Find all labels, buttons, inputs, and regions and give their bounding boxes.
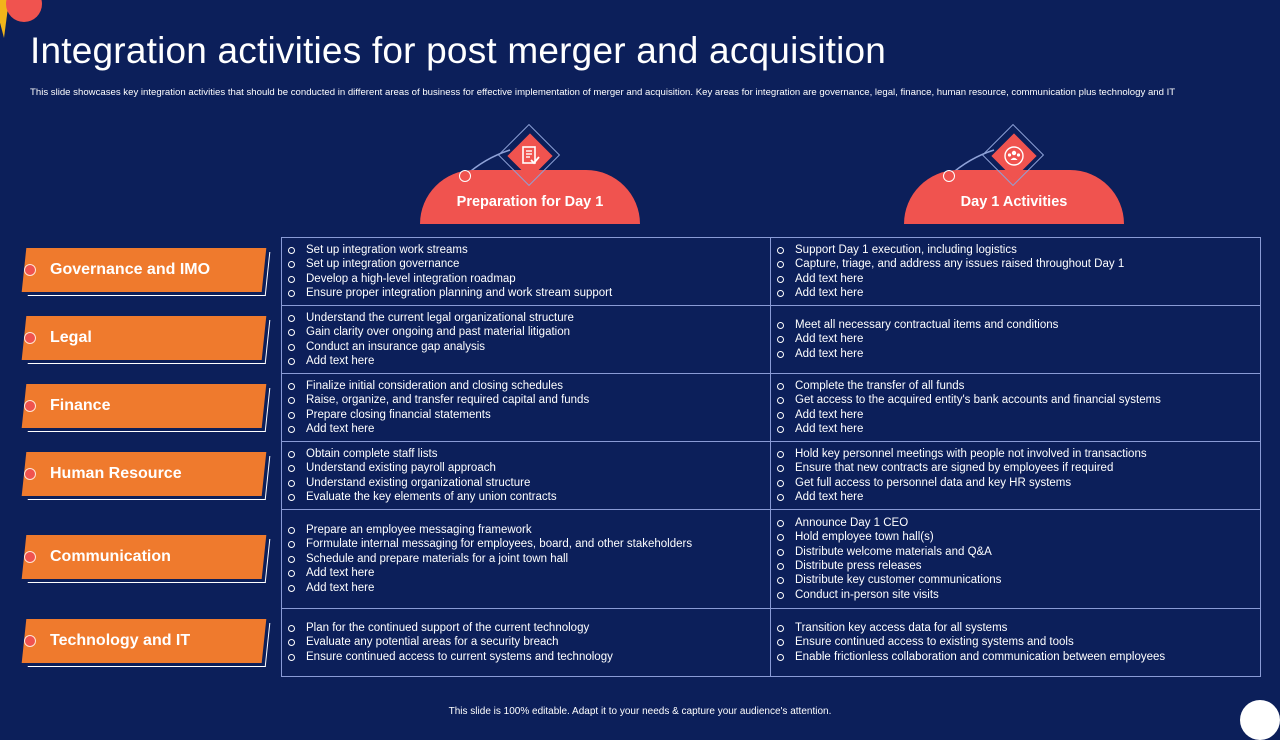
prep-cell [282,442,771,509]
footer-note: This slide is 100% editable. Adapt it to your needs & capture your audience's attention. [448,706,832,717]
list-item: Get access to the acquired entity's bank accounts and financial systems [775,393,1161,407]
list-item: Evaluate any potential areas for a security breach [286,635,613,649]
bullet-list [286,621,613,664]
bullet-list [775,379,1161,437]
list-item: Transition key access data for all systems [775,621,1165,635]
row-dot [24,264,36,276]
list-item: Set up integration governance [286,257,612,271]
day1-cell [771,306,1260,373]
list-item: Add text here [286,581,692,595]
list-item: Distribute key customer communications [775,573,1001,587]
list-item: Add text here [775,332,1058,346]
list-item: Obtain complete staff lists [286,447,557,461]
table-row [282,306,1260,374]
bullet-list [286,523,692,595]
list-item: Ensure that new contracts are signed by employees if required [775,461,1147,475]
list-item: Ensure proper integration planning and work stream support [286,286,612,300]
list-item: Add text here [286,354,574,368]
list-item: Gain clarity over ongoing and past material litigation [286,325,574,339]
list-item: Prepare an employee messaging framework [286,523,692,537]
list-item: Add text here [286,566,692,580]
bullet-list [286,379,589,437]
list-item: Understand existing organizational structure [286,476,557,490]
prep-cell [282,374,771,441]
day1-cell [771,238,1260,305]
row-dot [24,551,36,563]
list-item: Enable frictionless collaboration and communication between employees [775,650,1165,664]
bullet-list [775,318,1058,361]
row-label-governance: Governance and IMO [22,248,274,296]
column-label: Preparation for Day 1 [420,170,640,224]
list-item: Understand existing payroll approach [286,461,557,475]
row-dot [24,635,36,647]
bullet-list [775,447,1147,505]
list-item: Develop a high-level integration roadmap [286,272,612,286]
list-item: Capture, triage, and address any issues raised throughout Day 1 [775,257,1124,271]
bullet-list [775,243,1124,301]
row-label-technology: Technology and IT [22,619,274,667]
day1-cell [771,510,1260,608]
row-label-human-resource: Human Resource [22,452,274,500]
list-item: Hold key personnel meetings with people not involved in transactions [775,447,1147,461]
prep-cell [282,510,771,608]
list-item: Set up integration work streams [286,243,612,257]
row-label-legal: Legal [22,316,274,364]
row-label-finance: Finance [22,384,274,432]
list-item: Schedule and prepare materials for a joint town hall [286,552,692,566]
list-item: Prepare closing financial statements [286,408,589,422]
list-item: Distribute welcome materials and Q&A [775,545,1001,559]
page-title: Integration activities for post merger and acquisition [30,30,887,71]
row-dot [24,332,36,344]
list-item: Understand the current legal organizational structure [286,311,574,325]
prep-cell [282,306,771,373]
list-item: Add text here [775,422,1161,436]
list-item: Ensure continued access to current systems and technology [286,650,613,664]
prep-cell [282,609,771,676]
day1-cell [771,609,1260,676]
bullet-list [286,447,557,505]
day1-cell [771,442,1260,509]
list-item: Add text here [286,422,589,436]
row-dot [24,468,36,480]
list-item: Finalize initial consideration and closing schedules [286,379,589,393]
list-item: Add text here [775,408,1161,422]
table-row [282,510,1260,609]
row-label-communication: Communication [22,535,274,583]
bullet-list [286,311,574,369]
list-item: Conduct an insurance gap analysis [286,340,574,354]
corner-circle-decoration [1240,700,1280,740]
list-item: Conduct in-person site visits [775,588,1001,602]
activity-table [281,237,1261,677]
list-item: Raise, organize, and transfer required capital and funds [286,393,589,407]
column-header-preparation [410,128,650,224]
column-header-day1 [894,128,1134,224]
list-item: Evaluate the key elements of any union contracts [286,490,557,504]
list-item: Hold employee town hall(s) [775,530,1001,544]
list-item: Plan for the continued support of the current technology [286,621,613,635]
bullet-list [775,621,1165,664]
document-checklist-icon [514,140,546,172]
page-subtitle: This slide showcases key integration activities that should be conducted in different areas of business for effective implementation of merger and acquisition. Key areas for integration are governance, legal, finance, human resource, communication plus technology and IT [30,87,1176,98]
list-item: Ensure continued access to existing systems and tools [775,635,1165,649]
column-dot [943,170,955,182]
bullet-list [286,243,612,301]
list-item: Add text here [775,286,1124,300]
team-icon [998,140,1030,172]
table-row [282,238,1260,306]
list-item: Add text here [775,490,1147,504]
list-item: Support Day 1 execution, including logistics [775,243,1124,257]
list-item: Add text here [775,347,1058,361]
list-item: Add text here [775,272,1124,286]
row-dot [24,400,36,412]
table-row [282,442,1260,510]
prep-cell [282,238,771,305]
bullet-list [775,516,1001,602]
day1-cell [771,374,1260,441]
column-dot [459,170,471,182]
list-item: Get full access to personnel data and key HR systems [775,476,1147,490]
table-row [282,609,1260,676]
list-item: Meet all necessary contractual items and conditions [775,318,1058,332]
list-item: Formulate internal messaging for employees, board, and other stakeholders [286,537,692,551]
column-label: Day 1 Activities [904,170,1124,224]
list-item: Distribute press releases [775,559,1001,573]
list-item: Announce Day 1 CEO [775,516,1001,530]
list-item: Complete the transfer of all funds [775,379,1161,393]
table-row [282,374,1260,442]
